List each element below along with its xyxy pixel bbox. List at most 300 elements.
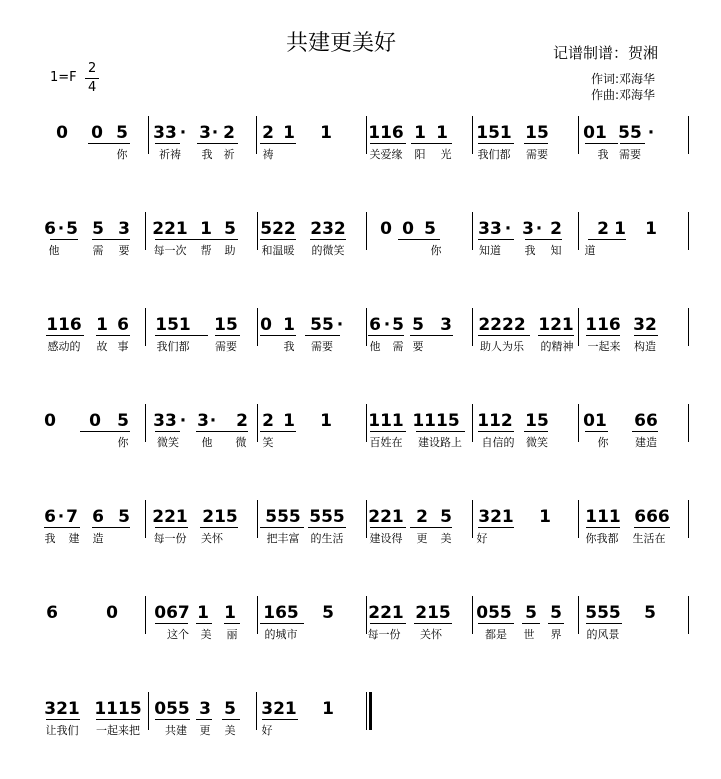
- lyric-syllable: 界: [550, 628, 562, 641]
- lyric-syllable: 知道: [479, 244, 501, 257]
- note-token: 1: [436, 123, 448, 143]
- note-token: 116: [368, 123, 404, 143]
- bar-line: [472, 500, 473, 538]
- beam-underline: [155, 143, 180, 144]
- beam-underline: [96, 719, 140, 720]
- lyric-syllable: 我: [44, 532, 56, 545]
- bar-line: [366, 308, 367, 346]
- beam-underline: [525, 239, 562, 240]
- lyric-syllable: 道: [584, 244, 596, 257]
- beam-underline: [305, 335, 340, 336]
- note-token: 01: [583, 123, 607, 143]
- lyric-syllable: 我: [201, 148, 213, 161]
- time-signature-top: 2: [88, 61, 97, 76]
- note-token: 321: [478, 507, 514, 527]
- note-token: 5: [392, 315, 404, 335]
- lyricist-credit: 作词:邓海华: [591, 72, 656, 86]
- music-system-1: [0, 122, 721, 161]
- beam-underline: [50, 239, 78, 240]
- note-token: ·: [504, 219, 512, 239]
- bar-line: [688, 500, 689, 538]
- final-bar-line: [369, 692, 372, 730]
- note-token: 6: [369, 315, 381, 335]
- beam-underline: [478, 431, 514, 432]
- beam-underline: [260, 431, 296, 432]
- note-token: 2: [236, 411, 248, 431]
- bar-line: [145, 500, 146, 538]
- lyric-syllable: 这个: [167, 628, 189, 641]
- note-token: 5: [117, 411, 129, 431]
- note-token: 33: [153, 123, 177, 143]
- beam-underline: [92, 239, 130, 240]
- beam-underline: [370, 143, 406, 144]
- note-token: 5: [66, 219, 78, 239]
- beam-underline: [585, 143, 618, 144]
- note-token: 0: [56, 123, 68, 143]
- note-token: ·: [211, 123, 219, 143]
- bar-line: [145, 596, 146, 634]
- lyric-syllable: 祈祷: [159, 148, 181, 161]
- beam-underline: [308, 527, 346, 528]
- note-token: 6: [117, 315, 129, 335]
- note-token: 1: [322, 699, 334, 719]
- lyric-syllable: 光: [440, 148, 452, 161]
- note-token: 6: [44, 507, 56, 527]
- note-token: ·: [57, 219, 65, 239]
- beam-underline: [368, 335, 404, 336]
- music-system-7: [0, 698, 721, 737]
- note-token: 116: [585, 315, 621, 335]
- lyric-syllable: 百姓在: [369, 436, 403, 449]
- bar-line: [148, 116, 149, 154]
- bar-line: [688, 308, 689, 346]
- note-token: 5: [322, 603, 334, 623]
- note-token: 01: [583, 411, 607, 431]
- bar-line: [688, 596, 689, 634]
- beam-underline: [96, 335, 130, 336]
- note-token: 1: [614, 219, 626, 239]
- beam-underline: [155, 719, 190, 720]
- beam-underline: [196, 431, 248, 432]
- lyric-syllable: 一起来把: [96, 724, 140, 737]
- beam-underline: [585, 431, 608, 432]
- beam-underline: [410, 335, 453, 336]
- composer-credit: 作曲:邓海华: [591, 88, 656, 102]
- note-token: 215: [415, 603, 451, 623]
- lyric-syllable: 阳: [414, 148, 426, 161]
- note-token: 1: [283, 411, 295, 431]
- bar-line: [366, 212, 367, 250]
- lyric-syllable: 故: [96, 340, 108, 353]
- note-token: 2: [597, 219, 609, 239]
- note-token: 2: [223, 123, 235, 143]
- note-token: 5: [644, 603, 656, 623]
- lyric-syllable: 帮: [200, 244, 212, 257]
- lyric-syllable: 关爱缘: [369, 148, 403, 161]
- note-token: ·: [336, 315, 344, 335]
- lyric-syllable: 助人为乐: [480, 340, 524, 353]
- lyric-syllable: 每一份: [367, 628, 401, 641]
- note-token: 1: [645, 219, 657, 239]
- note-token: 165: [263, 603, 299, 623]
- lyric-syllable: 一起来: [587, 340, 621, 353]
- beam-underline: [478, 335, 530, 336]
- beam-underline: [260, 527, 304, 528]
- note-token: 055: [476, 603, 512, 623]
- beam-underline: [524, 143, 548, 144]
- note-token: 5: [424, 219, 436, 239]
- music-system-5: [0, 506, 721, 545]
- lyric-syllable: 把丰富: [266, 532, 300, 545]
- bar-line: [578, 212, 579, 250]
- bar-line: [472, 212, 473, 250]
- beam-underline: [88, 143, 130, 144]
- beam-underline: [260, 335, 296, 336]
- note-token: ·: [647, 123, 655, 143]
- bar-line: [257, 212, 258, 250]
- note-token: ·: [535, 219, 543, 239]
- lyric-syllable: 建设得: [369, 532, 403, 545]
- music-system-2: [0, 218, 721, 257]
- lyric-syllable: 我: [524, 244, 536, 257]
- beam-underline: [370, 431, 406, 432]
- lyric-syllable: 建设路上: [418, 436, 462, 449]
- lyric-syllable: 事: [117, 340, 129, 353]
- beam-underline: [398, 239, 440, 240]
- bar-line: [472, 404, 473, 442]
- bar-line: [578, 404, 579, 442]
- beam-underline: [586, 335, 620, 336]
- bar-line: [257, 308, 258, 346]
- beam-underline: [370, 623, 406, 624]
- lyric-syllable: 需: [392, 340, 404, 353]
- note-token: 2: [262, 123, 274, 143]
- note-token: 111: [585, 507, 621, 527]
- note-token: 15: [525, 411, 549, 431]
- beam-underline: [310, 239, 346, 240]
- lyric-syllable: 微: [235, 436, 247, 449]
- bar-line: [257, 500, 258, 538]
- note-token: 1115: [412, 411, 460, 431]
- note-token: 66: [634, 411, 658, 431]
- lyric-syllable: 美: [200, 628, 212, 641]
- beam-underline: [416, 431, 465, 432]
- lyric-syllable: 生活在: [632, 532, 666, 545]
- lyric-syllable: 建造: [635, 436, 657, 449]
- lyric-syllable: 的生活: [310, 532, 344, 545]
- beam-underline: [46, 719, 80, 720]
- note-token: 1: [96, 315, 108, 335]
- note-token: 666: [634, 507, 670, 527]
- note-token: 5: [224, 699, 236, 719]
- key-signature: 1=F: [50, 70, 77, 85]
- beam-underline: [478, 143, 514, 144]
- note-token: 5: [118, 507, 130, 527]
- lyric-syllable: 祷: [262, 148, 274, 161]
- note-token: 0: [106, 603, 118, 623]
- beam-underline: [411, 143, 452, 144]
- beam-underline: [260, 239, 296, 240]
- beam-underline: [548, 623, 564, 624]
- beam-underline: [478, 623, 514, 624]
- beam-underline: [196, 719, 212, 720]
- note-token: ·: [383, 315, 391, 335]
- beam-underline: [198, 239, 238, 240]
- note-token: 0: [44, 411, 56, 431]
- lyric-syllable: 需要: [215, 340, 237, 353]
- note-token: 1: [224, 603, 236, 623]
- lyric-syllable: 自信的: [481, 436, 515, 449]
- bar-line: [366, 692, 367, 730]
- time-signature-bottom: 4: [88, 80, 97, 95]
- beam-underline: [46, 335, 84, 336]
- bar-line: [257, 596, 258, 634]
- note-token: 067: [154, 603, 190, 623]
- beam-underline: [538, 335, 574, 336]
- note-token: ·: [209, 411, 217, 431]
- lyric-syllable: 需要: [619, 148, 641, 161]
- note-token: 221: [152, 507, 188, 527]
- note-token: 151: [155, 315, 191, 335]
- bar-line: [256, 116, 257, 154]
- song-title: 共建更美好: [286, 31, 397, 56]
- music-system-6: [0, 602, 721, 641]
- beam-underline: [92, 527, 130, 528]
- beam-underline: [634, 335, 658, 336]
- note-token: 116: [46, 315, 82, 335]
- note-token: 2222: [478, 315, 526, 335]
- lyric-syllable: 的微笑: [311, 244, 345, 257]
- note-token: 1: [539, 507, 551, 527]
- lyric-syllable: 美: [224, 724, 236, 737]
- beam-underline: [478, 239, 514, 240]
- note-token: 3: [118, 219, 130, 239]
- beam-underline: [620, 143, 645, 144]
- lyric-syllable: 笑: [262, 436, 274, 449]
- lyric-syllable: 每一次: [153, 244, 187, 257]
- note-token: 33: [478, 219, 502, 239]
- note-token: 33: [153, 411, 177, 431]
- note-token: 5: [224, 219, 236, 239]
- beam-underline: [524, 431, 548, 432]
- lyric-syllable: 和温暖: [261, 244, 295, 257]
- note-token: 6: [92, 507, 104, 527]
- lyric-syllable: 每一份: [153, 532, 187, 545]
- note-token: 1: [200, 219, 212, 239]
- lyric-syllable: 知: [550, 244, 562, 257]
- bar-line: [578, 596, 579, 634]
- note-token: 6: [46, 603, 58, 623]
- note-token: 221: [152, 219, 188, 239]
- note-token: 121: [538, 315, 574, 335]
- bar-line: [688, 116, 689, 154]
- lyric-syllable: 共建: [165, 724, 187, 737]
- lyric-syllable: 关怀: [201, 532, 223, 545]
- beam-underline: [260, 623, 304, 624]
- bar-line: [366, 116, 367, 154]
- lyric-syllable: 要: [118, 244, 130, 257]
- note-token: 555: [309, 507, 345, 527]
- lyric-syllable: 需要: [311, 340, 333, 353]
- note-token: 1: [320, 123, 332, 143]
- bar-line: [145, 404, 146, 442]
- bar-line: [688, 404, 689, 442]
- note-token: 1115: [94, 699, 142, 719]
- lyric-syllable: 祈: [223, 148, 235, 161]
- note-token: 321: [44, 699, 80, 719]
- lyric-syllable: 我们都: [156, 340, 190, 353]
- note-token: 5: [440, 507, 452, 527]
- bar-line: [472, 596, 473, 634]
- beam-underline: [522, 623, 540, 624]
- note-token: 1: [197, 603, 209, 623]
- lyric-syllable: 世: [523, 628, 535, 641]
- bar-line: [366, 404, 367, 442]
- note-token: 3: [197, 411, 209, 431]
- lyric-syllable: 他: [48, 244, 60, 257]
- note-token: ·: [179, 411, 187, 431]
- note-token: 6: [44, 219, 56, 239]
- bar-line: [148, 692, 149, 730]
- lyric-syllable: 好: [261, 724, 273, 737]
- lyric-syllable: 要: [412, 340, 424, 353]
- lyric-syllable: 更: [416, 532, 428, 545]
- note-token: 2: [262, 411, 274, 431]
- note-token: 0: [402, 219, 414, 239]
- note-token: 15: [525, 123, 549, 143]
- lyric-syllable: 我: [597, 148, 609, 161]
- note-token: 555: [265, 507, 301, 527]
- note-token: 5: [92, 219, 104, 239]
- lyric-syllable: 造: [92, 532, 104, 545]
- bar-line: [366, 596, 367, 634]
- lyric-syllable: 你: [117, 436, 129, 449]
- lyric-syllable: 的精神: [540, 340, 574, 353]
- beam-underline: [215, 335, 240, 336]
- bar-line: [578, 500, 579, 538]
- bar-line: [145, 308, 146, 346]
- bar-line: [257, 404, 258, 442]
- note-token: 112: [477, 411, 513, 431]
- beam-underline: [224, 623, 240, 624]
- beam-underline: [586, 527, 620, 528]
- beam-underline: [155, 335, 208, 336]
- note-token: 3: [440, 315, 452, 335]
- note-token: ·: [57, 507, 65, 527]
- lyric-syllable: 我: [283, 340, 295, 353]
- bar-line: [145, 212, 146, 250]
- note-token: 1: [414, 123, 426, 143]
- beam-underline: [80, 431, 130, 432]
- note-token: 1: [283, 315, 295, 335]
- music-system-4: [0, 410, 721, 449]
- note-token: 5: [525, 603, 537, 623]
- beam-underline: [155, 623, 188, 624]
- lyric-syllable: 关怀: [420, 628, 442, 641]
- note-token: 3: [522, 219, 534, 239]
- note-token: 3: [199, 699, 211, 719]
- lyric-syllable: 更: [199, 724, 211, 737]
- lyric-syllable: 你: [597, 436, 609, 449]
- lyric-syllable: 让我们: [45, 724, 79, 737]
- beam-underline: [588, 239, 626, 240]
- lyric-syllable: 微笑: [526, 436, 548, 449]
- note-token: 111: [368, 411, 404, 431]
- lyric-syllable: 需要: [526, 148, 548, 161]
- beam-underline: [155, 527, 188, 528]
- bar-line: [256, 692, 257, 730]
- lyric-syllable: 美: [440, 532, 452, 545]
- note-token: 5: [550, 603, 562, 623]
- lyric-syllable: 的城市: [264, 628, 298, 641]
- lyric-syllable: 你我都: [585, 532, 619, 545]
- note-token: 1: [320, 411, 332, 431]
- lyric-syllable: 微笑: [157, 436, 179, 449]
- note-token: 221: [368, 507, 404, 527]
- note-token: 1: [283, 123, 295, 143]
- beam-underline: [197, 143, 238, 144]
- lyric-syllable: 都是: [485, 628, 507, 641]
- note-token: 2: [416, 507, 428, 527]
- beam-underline: [632, 431, 658, 432]
- music-system-3: [0, 314, 721, 353]
- lyric-syllable: 他: [369, 340, 381, 353]
- beam-underline: [634, 527, 670, 528]
- beam-underline: [44, 527, 80, 528]
- bar-line: [472, 116, 473, 154]
- note-token: ·: [179, 123, 187, 143]
- lyric-syllable: 我们都: [477, 148, 511, 161]
- beam-underline: [222, 719, 240, 720]
- note-token: 0: [89, 411, 101, 431]
- note-token: 221: [368, 603, 404, 623]
- time-signature-line: [85, 78, 99, 79]
- note-token: 232: [310, 219, 346, 239]
- note-token: 215: [202, 507, 238, 527]
- note-token: 3: [199, 123, 211, 143]
- note-token: 5: [412, 315, 424, 335]
- note-token: 522: [260, 219, 296, 239]
- bar-line: [366, 500, 367, 538]
- beam-underline: [370, 527, 406, 528]
- lyric-syllable: 你: [116, 148, 128, 161]
- beam-underline: [414, 623, 452, 624]
- note-token: 55: [618, 123, 642, 143]
- lyric-syllable: 丽: [226, 628, 238, 641]
- lyric-syllable: 助: [224, 244, 236, 257]
- note-token: 151: [476, 123, 512, 143]
- note-token: 0: [260, 315, 272, 335]
- note-token: 321: [261, 699, 297, 719]
- lyric-syllable: 建: [68, 532, 80, 545]
- bar-line: [472, 308, 473, 346]
- note-token: 7: [66, 507, 78, 527]
- beam-underline: [260, 143, 296, 144]
- beam-underline: [410, 527, 452, 528]
- lyric-syllable: 感动的: [47, 340, 81, 353]
- note-token: 5: [116, 123, 128, 143]
- bar-line: [578, 308, 579, 346]
- lyric-syllable: 好: [476, 532, 488, 545]
- bar-line: [688, 212, 689, 250]
- note-token: 2: [550, 219, 562, 239]
- transcriber-credit: 记谱制谱：贺湘: [553, 44, 659, 62]
- lyric-syllable: 他: [201, 436, 213, 449]
- note-token: 055: [154, 699, 190, 719]
- note-token: 0: [91, 123, 103, 143]
- note-token: 32: [633, 315, 657, 335]
- bar-line: [578, 116, 579, 154]
